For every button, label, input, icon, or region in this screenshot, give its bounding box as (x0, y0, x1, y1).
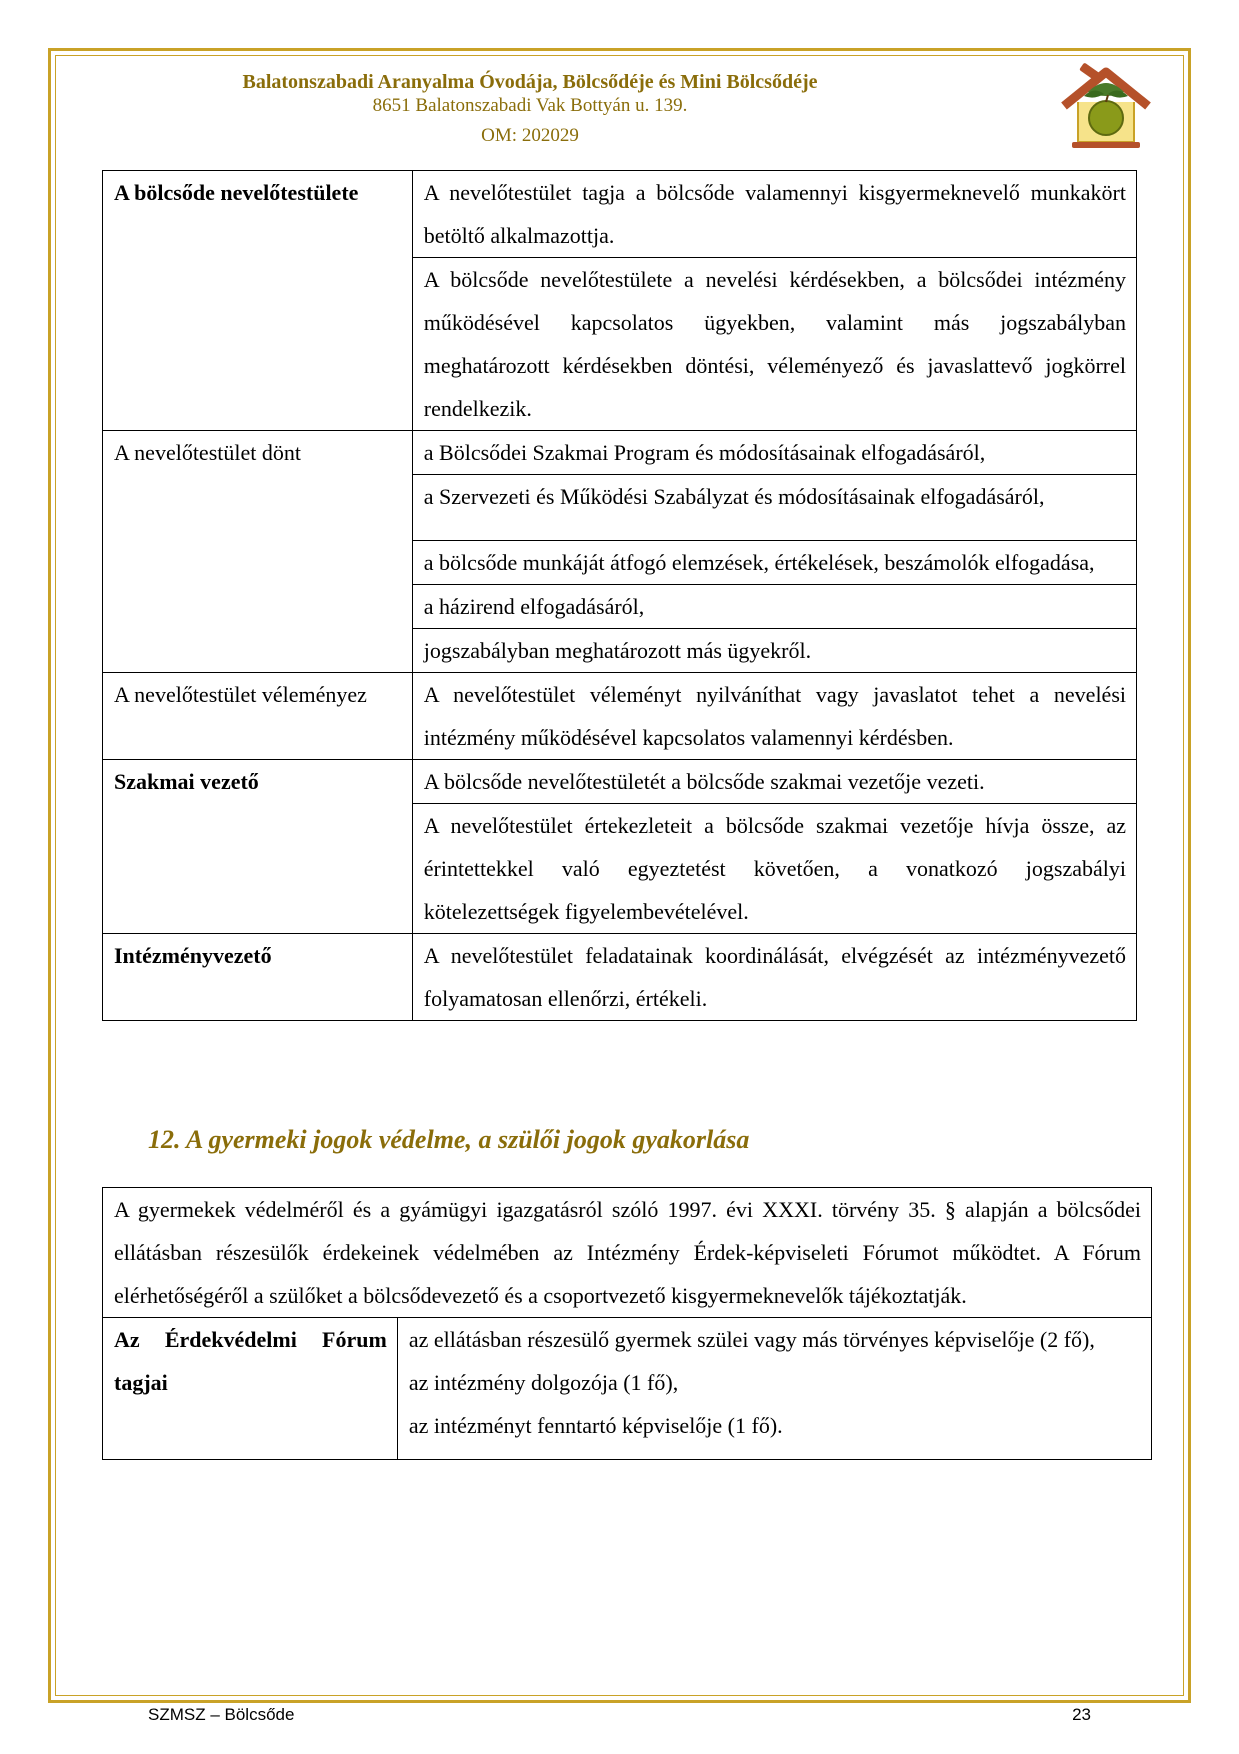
table-cell: a házirend elfogadásáról, (412, 585, 1136, 629)
table-cell: A bölcsőde nevelőtestülete a nevelési kérdésekben, a bölcsődei intézmény működésével kapcsolatos ügyekben, valamint más jogszabályban meghatározott kérdésekben döntési, véleményező és javaslattevő jogkörrel rendelkezik. (412, 258, 1136, 431)
row-label-dont: A nevelőtestület dönt (103, 431, 413, 673)
erdekvedelmi-forum-table (102, 1187, 1152, 1460)
list-item: az intézmény dolgozója (1 fő), (408, 1370, 679, 1395)
institution-address: 8651 Balatonszabadi Vak Bottyán u. 139. (372, 95, 688, 116)
section-heading: 12. A gyermeki jogok védelme, a szülői jogok gyakorlása (148, 1125, 750, 1154)
letterhead (130, 70, 930, 148)
om-identifier: OM: 202029 (481, 125, 579, 146)
institution-name: Balatonszabadi Aranyalma Óvodája, Bölcsődéje és Mini Bölcsődéje (242, 71, 818, 93)
table-cell: A nevelőtestület értekezleteit a bölcsőde szakmai vezetője hívja össze, az érintettekkel való egyeztetést követően, a vonatkozó jogszabályi kötelezettségek figyelembevételével. (412, 804, 1136, 934)
page-number: 23 (1072, 1705, 1091, 1724)
footer-document-name: SZMSZ – Bölcsőde (148, 1705, 295, 1724)
table-cell: a Szervezeti és Működési Szabályzat és módosításainak elfogadásáról, (412, 475, 1136, 541)
table-cell: A bölcsőde nevelőtestületét a bölcsőde szakmai vezetője vezeti. (412, 760, 1136, 804)
table-cell: a bölcsőde munkáját átfogó elemzések, értékelések, beszámolók elfogadása, (412, 541, 1136, 585)
list-item: az intézményt fenntartó képviselője (1 fő). (408, 1413, 783, 1438)
row-label-nevelotestulet: A bölcsőde nevelőtestülete (103, 171, 413, 431)
table-cell: A nevelőtestület tagja a bölcsőde valamennyi kisgyermeknevelő munkakört betöltő alkalmazottja. (412, 171, 1136, 258)
nevelotestulet-table (102, 170, 1137, 1021)
list-item: az ellátásban részesülő gyermek szülei vagy más törvényes képviselője (2 fő), (408, 1327, 1095, 1352)
forum-intro-paragraph: A gyermekek védelméről és a gyámügyi igazgatásról szóló 1997. évi XXXI. törvény 35. § alapján a bölcsődei ellátásban részesülők érdekeinek védelmében az Intézmény Érdek-képviseleti Fórumot működtet. A Fórum elérhetőségéről a szülőket a bölcsődevezető és a csoportvezető kisgyermeknevelők tájékoztatják. (103, 1188, 1152, 1318)
table-cell: jogszabályban meghatározott más ügyekről. (412, 629, 1136, 673)
row-label-szakmai-vezeto: Szakmai vezető (103, 760, 413, 934)
forum-members-cell (397, 1318, 1151, 1460)
row-label-velemenyez: A nevelőtestület véleményez (103, 673, 413, 760)
table-cell: A nevelőtestület véleményt nyilváníthat vagy javaslatot tehet a nevelési intézmény működésével kapcsolatos valamennyi kérdésben. (412, 673, 1136, 760)
apple-house-logo-icon (1058, 62, 1154, 152)
table-cell: a Bölcsődei Szakmai Program és módosításainak elfogadásáról, (412, 431, 1136, 475)
row-label-intezmenyvezeto: Intézményvezető (103, 934, 413, 1021)
table-cell: A nevelőtestület feladatainak koordinálását, elvégzését az intézményvezető folyamatosan ellenőrzi, értékeli. (412, 934, 1136, 1021)
row-label-forum-tagjai: Az Érdekvédelmi Fórum tagjai (103, 1318, 398, 1460)
